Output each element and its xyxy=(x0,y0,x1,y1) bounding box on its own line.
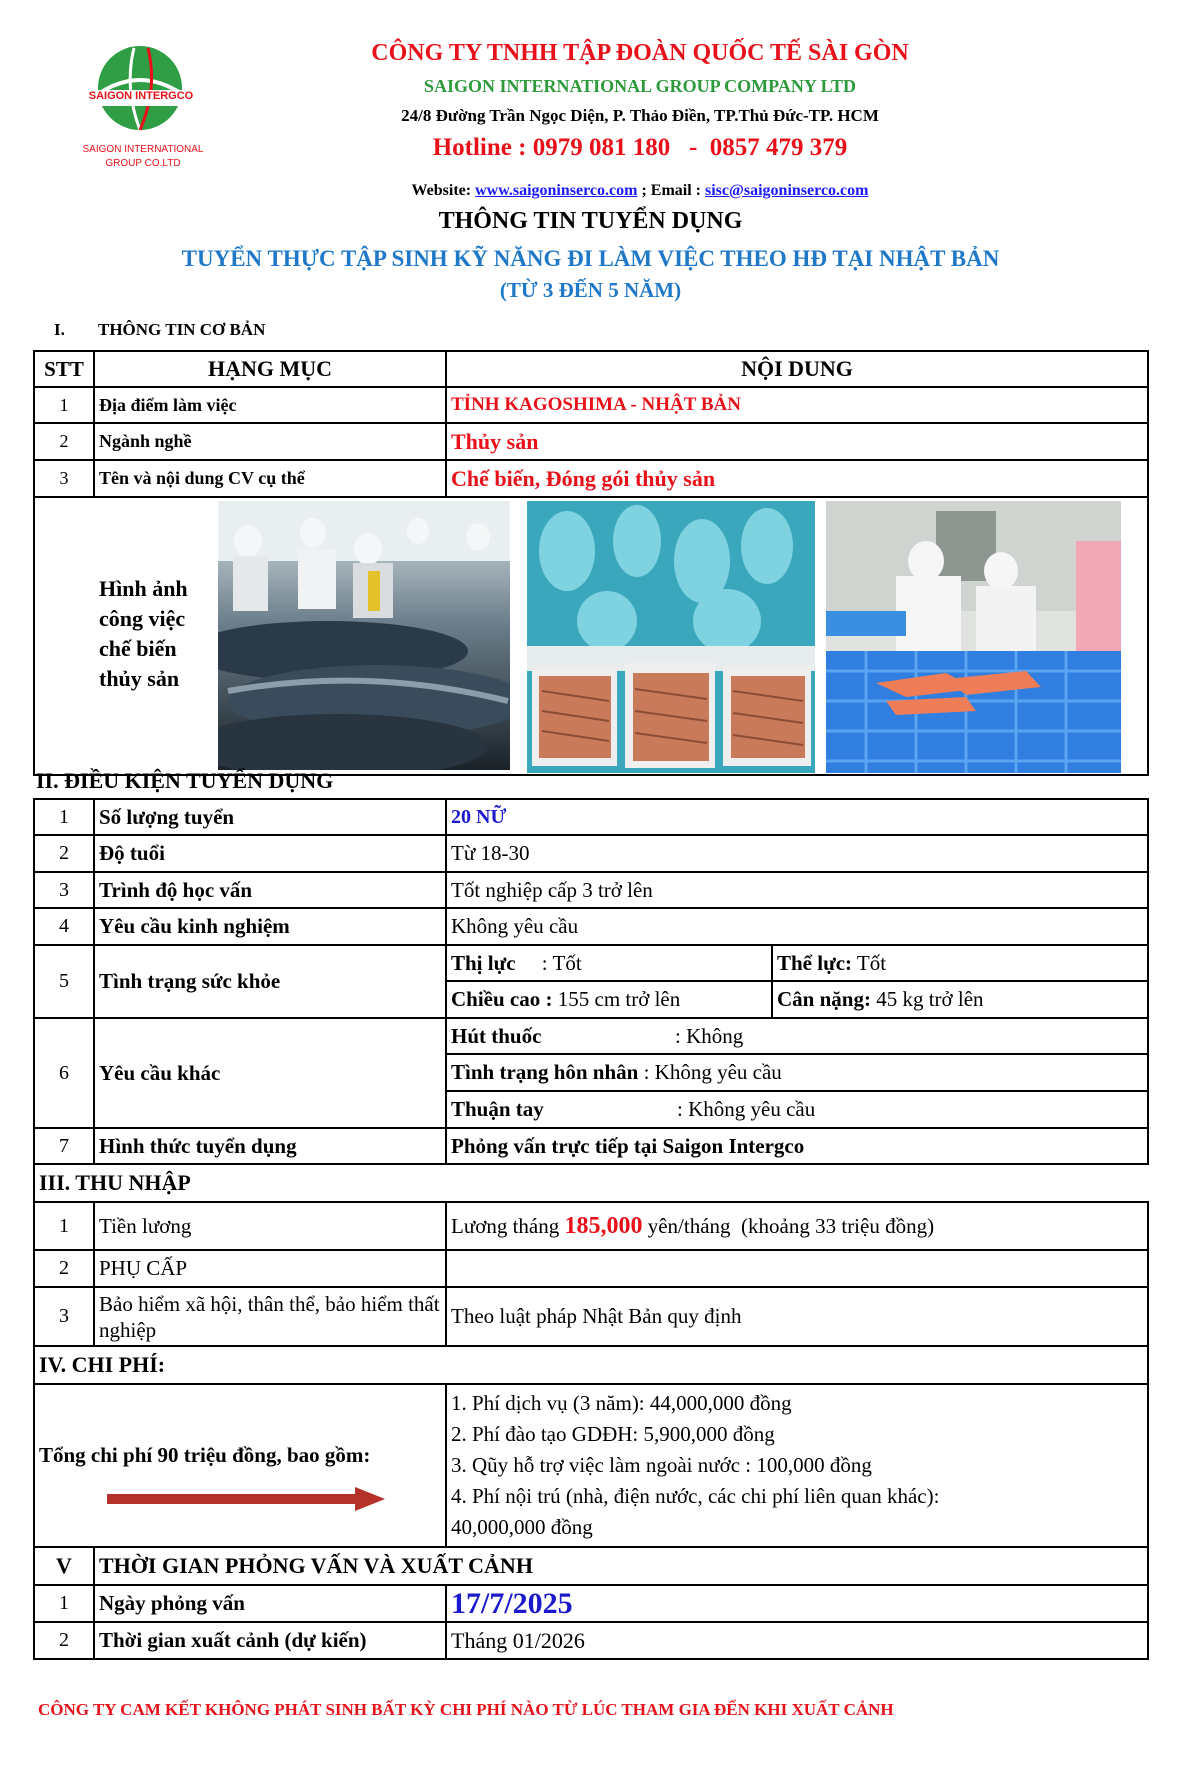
interview-date: 17/7/2025 xyxy=(446,1585,1148,1622)
fitness-label: Thể lực: xyxy=(777,950,853,975)
table-row xyxy=(34,1018,1148,1054)
row-value: 20 NỮ xyxy=(446,799,1148,835)
logo-text: SAIGON INTERGCO xyxy=(88,90,194,102)
row-stt: 2 xyxy=(34,835,94,872)
section3-row xyxy=(34,1164,1148,1202)
departure-date: Tháng 01/2026 xyxy=(446,1622,1148,1659)
images-label-line: chế biến xyxy=(99,636,177,661)
company-name-en: SAIGON INTERNATIONAL GROUP COMPANY LTD xyxy=(423,76,857,96)
section1-title: THÔNG TIN CƠ BẢN xyxy=(98,320,266,339)
weight-value: 45 kg trở lên xyxy=(870,987,984,1011)
cost-item: 40,000,000 đồng xyxy=(451,1515,593,1539)
section1-heading xyxy=(54,320,265,340)
conditions-table xyxy=(33,798,1149,1660)
row-value: Tốt nghiệp cấp 3 trở lên xyxy=(446,872,1148,908)
table-row xyxy=(34,1250,1148,1287)
salary-suffix: yên/tháng (khoảng 33 triệu đồng) xyxy=(642,1213,935,1238)
row-item: Ngành nghề xyxy=(94,423,446,460)
shrimp-processing-photo xyxy=(527,501,815,773)
table-row xyxy=(34,1384,1148,1547)
hotline: Hotline : 0979 081 180 - 0857 479 379 xyxy=(432,134,848,161)
row-value: Phỏng vấn trực tiếp tại Saigon Intergco xyxy=(446,1128,1148,1164)
subtitle: TUYỂN THỰC TẬP SINH KỸ NĂNG ĐI LÀM VIỆC THEO HĐ TẠI NHẬT BẢN xyxy=(181,246,1000,271)
cost-item: 1. Phí dịch vụ (3 năm): 44,000,000 đồng xyxy=(451,1391,792,1415)
row-stt: 2 xyxy=(34,423,94,460)
row-item: Bảo hiểm xã hội, thân thể, bảo hiểm thất nghiệp xyxy=(94,1287,446,1346)
smoke-value: : Không xyxy=(675,1023,744,1048)
row-item: Số lượng tuyển xyxy=(94,799,446,835)
table-row xyxy=(34,799,1148,835)
row-stt: 1 xyxy=(34,1585,94,1622)
table-row xyxy=(34,1287,1148,1346)
row-stt: 3 xyxy=(34,872,94,908)
row-item: Thời gian xuất cảnh (dự kiến) xyxy=(94,1622,446,1659)
salary-prefix: Lương tháng xyxy=(451,1213,565,1238)
row-item: Địa điểm làm việc xyxy=(94,387,446,423)
images-label-line: công việc xyxy=(99,606,186,631)
salmon-processing-photo xyxy=(826,501,1121,773)
company-address: 24/8 Đường Trần Ngọc Diện, P. Thảo Điền, TP.Thủ Đức-TP. HCM xyxy=(401,106,879,125)
company-name-vn: CÔNG TY TNHH TẬP ĐOÀN QUỐC TẾ SÀI GÒN xyxy=(371,40,909,66)
table-row xyxy=(34,423,1148,460)
row-item: Yêu cầu khác xyxy=(94,1018,446,1128)
vision-cell xyxy=(446,945,772,981)
images-row xyxy=(34,497,1148,775)
row-value: Thủy sản xyxy=(446,423,1148,460)
row-stt: 3 xyxy=(34,460,94,497)
arrow-icon xyxy=(107,1487,387,1511)
smoke-label: Hút thuốc xyxy=(451,1023,542,1048)
height-cell xyxy=(446,981,772,1018)
table-row xyxy=(34,872,1148,908)
images-label xyxy=(99,574,188,694)
row-value: Từ 18-30 xyxy=(446,835,1148,872)
row-item: Tiền lương xyxy=(94,1202,446,1250)
cost-item: 4. Phí nội trú (nhà, điện nước, các chi phí liên quan khác): xyxy=(451,1484,940,1508)
row-item: Ngày phỏng vấn xyxy=(94,1585,446,1622)
table-row xyxy=(34,1622,1148,1659)
row-stt: 3 xyxy=(34,1287,94,1346)
table-row xyxy=(34,945,1148,981)
weight-cell xyxy=(772,981,1148,1018)
website-label: Website: xyxy=(411,182,472,199)
basic-info-table xyxy=(33,350,1149,776)
page-title: THÔNG TIN TUYỂN DỤNG xyxy=(438,208,743,234)
row-stt: 2 xyxy=(34,1622,94,1659)
section4-title: IV. CHI PHÍ: xyxy=(34,1346,1148,1384)
table-row xyxy=(34,908,1148,945)
footer-commitment: CÔNG TY CAM KẾT KHÔNG PHÁT SINH BẤT KỲ CHI PHÍ NÀO TỪ LÚC THAM GIA ĐẾN KHI XUẤT CẢNH xyxy=(38,1700,894,1719)
hand-label: Thuận tay xyxy=(451,1097,544,1121)
row-stt: 1 xyxy=(34,387,94,423)
table-row xyxy=(34,1202,1148,1250)
section5-row xyxy=(34,1547,1148,1585)
row-value: Chế biến, Đóng gói thủy sản xyxy=(446,460,1148,497)
email-label: Email : xyxy=(650,182,701,199)
vision-label: Thị lực xyxy=(451,950,516,975)
weight-label: Cân nặng: xyxy=(777,987,871,1011)
website-link[interactable]: www.saigoninserco.com xyxy=(475,182,638,199)
row-stt: 7 xyxy=(34,1128,94,1164)
row-stt: 6 xyxy=(34,1018,94,1128)
separator: ; xyxy=(641,182,647,199)
header-item: HẠNG MỤC xyxy=(94,351,446,387)
total-cost-label: Tổng chi phí 90 triệu đồng, bao gồm: xyxy=(34,1384,446,1547)
header-stt: STT xyxy=(34,351,94,387)
header-content: NỘI DUNG xyxy=(446,351,1148,387)
row-stt: 1 xyxy=(34,799,94,835)
vision-value: : Tốt xyxy=(515,950,582,975)
row-value xyxy=(446,1250,1148,1287)
row-stt: 5 xyxy=(34,945,94,1018)
row-item: Tên và nội dung CV cụ thể xyxy=(94,460,446,497)
hand-value: : Không yêu cầu xyxy=(677,1097,816,1121)
logo-sub2: GROUP CO.LTD xyxy=(105,158,181,169)
salary-amount: 185,000 xyxy=(564,1212,643,1239)
row-item: PHỤ CẤP xyxy=(94,1250,446,1287)
table-row xyxy=(34,1585,1148,1622)
salary-cell xyxy=(446,1202,1148,1250)
row-item: Tình trạng sức khỏe xyxy=(94,945,446,1018)
section1-num: I. xyxy=(54,320,65,339)
logo-sub1: SAIGON INTERNATIONAL xyxy=(82,144,204,155)
contact-line xyxy=(260,182,1020,200)
marital-label: Tình trạng hôn nhân xyxy=(451,1060,644,1084)
marital-value: : Không yêu cầu xyxy=(643,1060,782,1084)
row-stt: 4 xyxy=(34,908,94,945)
table-row xyxy=(34,460,1148,497)
section4-row xyxy=(34,1346,1148,1384)
row-stt: 2 xyxy=(34,1250,94,1287)
row-value: Theo luật pháp Nhật Bản quy định xyxy=(446,1287,1148,1346)
hand-cell xyxy=(446,1091,1148,1128)
images-label-line: Hình ảnh xyxy=(99,576,188,601)
row-item: Yêu cầu kinh nghiệm xyxy=(94,908,446,945)
height-value: 155 cm trở lên xyxy=(552,987,681,1011)
subtitle-duration: (TỪ 3 ĐẾN 5 NĂM) xyxy=(499,278,682,302)
email-link[interactable]: sisc@saigoninserco.com xyxy=(705,182,869,199)
fitness-value: Tốt xyxy=(852,950,887,975)
row-item: Độ tuổi xyxy=(94,835,446,872)
row-item: Trình độ học vấn xyxy=(94,872,446,908)
table-row xyxy=(34,1128,1148,1164)
height-label: Chiều cao : xyxy=(451,987,553,1011)
section2-title: II. ĐIỀU KIỆN TUYỂN DỤNG xyxy=(36,768,334,793)
images-cell xyxy=(34,497,1148,775)
cost-item: 3. Qũy hỗ trợ việc làm ngoài nước : 100,000 đồng xyxy=(451,1453,872,1477)
tuna-processing-photo xyxy=(218,501,510,770)
images-label-line: thủy sản xyxy=(99,666,180,691)
row-value: TỈNH KAGOSHIMA - NHẬT BẢN xyxy=(446,387,1148,423)
table-row xyxy=(34,835,1148,872)
section5-num: V xyxy=(34,1547,94,1585)
smoke-cell xyxy=(446,1018,1148,1054)
section5-title: THỜI GIAN PHỎNG VẤN VÀ XUẤT CẢNH xyxy=(94,1547,1148,1585)
fitness-cell xyxy=(772,945,1148,981)
row-stt: 1 xyxy=(34,1202,94,1250)
section3-title: III. THU NHẬP xyxy=(34,1164,1148,1202)
row-value: Không yêu cầu xyxy=(446,908,1148,945)
table-row xyxy=(34,387,1148,423)
company-logo xyxy=(78,46,228,186)
cost-items xyxy=(446,1384,1148,1547)
cost-item: 2. Phí đào tạo GDĐH: 5,900,000 đồng xyxy=(451,1422,775,1446)
row-item: Hình thức tuyển dụng xyxy=(94,1128,446,1164)
marital-cell xyxy=(446,1054,1148,1091)
